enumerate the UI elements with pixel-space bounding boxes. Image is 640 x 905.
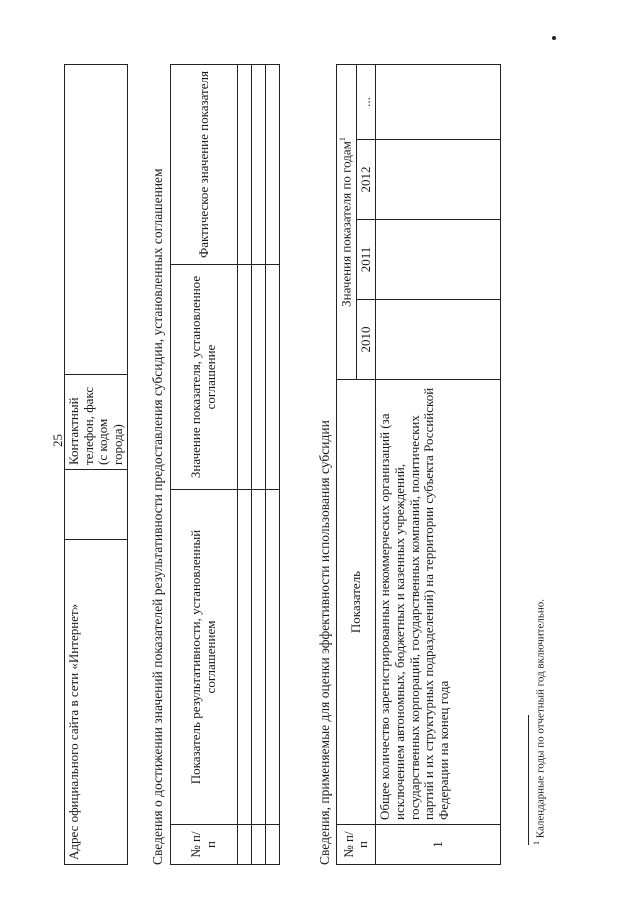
table-cell: [376, 140, 501, 220]
efficiency-header-years: [337, 64, 357, 379]
results-header-indicator: Показатель результативности, установленный соглашением: [171, 490, 238, 825]
footnote-reference: 1: [338, 137, 347, 142]
table-cell: [376, 64, 501, 139]
table-cell: [265, 825, 279, 865]
row-number: 1: [376, 825, 501, 865]
footnote-text: Календарные годы по отчетный год включительно.: [534, 598, 547, 839]
table-cell: [251, 265, 265, 490]
footnote-mark: 1: [532, 841, 541, 845]
table-cell: [237, 825, 251, 865]
page-number: 25: [50, 434, 65, 447]
table-cell: [237, 490, 251, 825]
results-header-actual: Фактическое значение показателя: [171, 65, 238, 265]
phone-label: Контактный телефон, факс (с кодом города): [65, 375, 128, 470]
footnote: [532, 599, 547, 845]
efficiency-table: [336, 64, 501, 865]
table-cell: [251, 490, 265, 825]
table-cell: [251, 65, 265, 265]
phone-value: [65, 65, 128, 375]
year-header: ...: [356, 64, 376, 139]
efficiency-header-number: № п/п: [337, 825, 376, 865]
table-cell: [237, 65, 251, 265]
table-cell: [265, 490, 279, 825]
footnote-rule: [528, 715, 529, 845]
table-cell: [265, 65, 279, 265]
contact-table: [64, 64, 128, 865]
year-header: 2012: [356, 140, 376, 220]
efficiency-section-title: Сведения, применяемые для оценки эффективности использования субсидии: [317, 420, 332, 865]
website-label: Адрес официального сайта в сети «Интернет»: [65, 540, 128, 865]
table-cell: [265, 265, 279, 490]
results-section-title: Сведения о достижении значений показателей результативности предоставления субсидии, установленных соглашением: [150, 168, 165, 865]
row-indicator: Общее количество зарегистрированных некоммерческих организаций (за исключением автономных, бюджетных и казенных учреждений, государственных корпораций, государственных компаний, политических партий и их структурных подразделений) на территории субъекта Российской Федерации на конец года: [376, 380, 501, 825]
values-by-year-label: Значения показателя по годам: [338, 141, 354, 307]
results-header-number: № п/п: [171, 825, 238, 865]
table-cell: [376, 220, 501, 300]
year-header: 2011: [356, 220, 376, 300]
table-cell: [251, 825, 265, 865]
website-value: [65, 470, 128, 540]
table-cell: [237, 265, 251, 490]
year-header: 2010: [356, 300, 376, 380]
table-cell: [376, 300, 501, 380]
efficiency-header-indicator: Показатель: [337, 380, 376, 825]
results-table: [170, 64, 280, 865]
results-header-planned: Значение показателя, установленное соглашение: [171, 265, 238, 490]
